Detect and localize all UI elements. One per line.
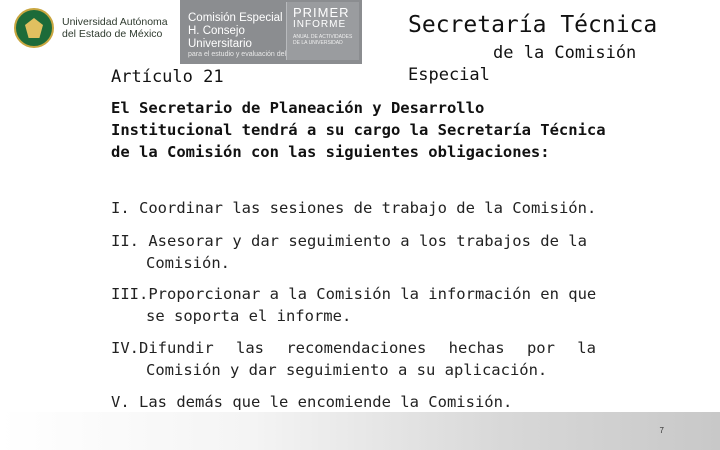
comision-especial-logo (180, 0, 362, 64)
intro-paragraph: El Secretario de Planeación y Desarrollo Institucional tendrá a su cargo la Secretaría Técnica de la Comisión con las siguientes obligaciones: (111, 99, 606, 161)
item-text: Las demás que le encomiende la Comisión. (139, 393, 513, 411)
primer-informe-badge (286, 2, 359, 60)
item-number: V. (111, 393, 130, 411)
article-heading: Artículo 21 (111, 67, 224, 87)
item-text: Asesorar y dar seguimiento a los trabajos de la (148, 232, 587, 250)
comision-line1: Comisión Especial (188, 12, 283, 24)
item-text: Difundir las recomendaciones hechas por la (139, 339, 596, 357)
list-item (111, 197, 681, 219)
comision-line2: H. Consejo Universitario (188, 25, 252, 50)
item-text: Proporcionar a la Comisión la información en que (148, 285, 597, 303)
footer-bar (0, 412, 720, 450)
item-text-continued: Comisión. (146, 254, 230, 272)
item-text-continued: Comisión y dar seguimiento a su aplicación. (146, 361, 548, 379)
informe-subtitle: ANUAL DE ACTIVIDADES DE LA UNIVERSIDAD (293, 34, 353, 46)
list-item (111, 230, 681, 274)
comision-line3: para el estudio y evaluación del (188, 51, 287, 58)
item-number: IV. (111, 339, 139, 357)
item-number: III. (111, 285, 149, 303)
page-title-line3: Especial (408, 65, 490, 85)
uaem-logo (10, 6, 175, 52)
page-number: 7 (659, 426, 664, 435)
list-item (111, 283, 681, 327)
item-text-continued: se soporta el informe. (146, 307, 352, 325)
university-name-line2: del Estado de México (62, 28, 163, 40)
list-item (111, 337, 681, 381)
page-title-line1: Secretaría Técnica (408, 12, 658, 38)
university-name-line1: Universidad Autónoma (62, 16, 168, 28)
item-number: I. (111, 199, 130, 217)
university-name (62, 16, 177, 40)
primer-label: PRIMER (293, 5, 350, 20)
informe-label: INFORME (293, 19, 347, 30)
list-item (111, 391, 681, 413)
item-text: Coordinar las sesiones de trabajo de la Comisión. (139, 199, 597, 217)
page-title-line2: de la Comisión (493, 43, 637, 63)
university-seal-icon (14, 8, 54, 48)
comision-text (188, 12, 288, 59)
item-number: II. (111, 232, 139, 250)
